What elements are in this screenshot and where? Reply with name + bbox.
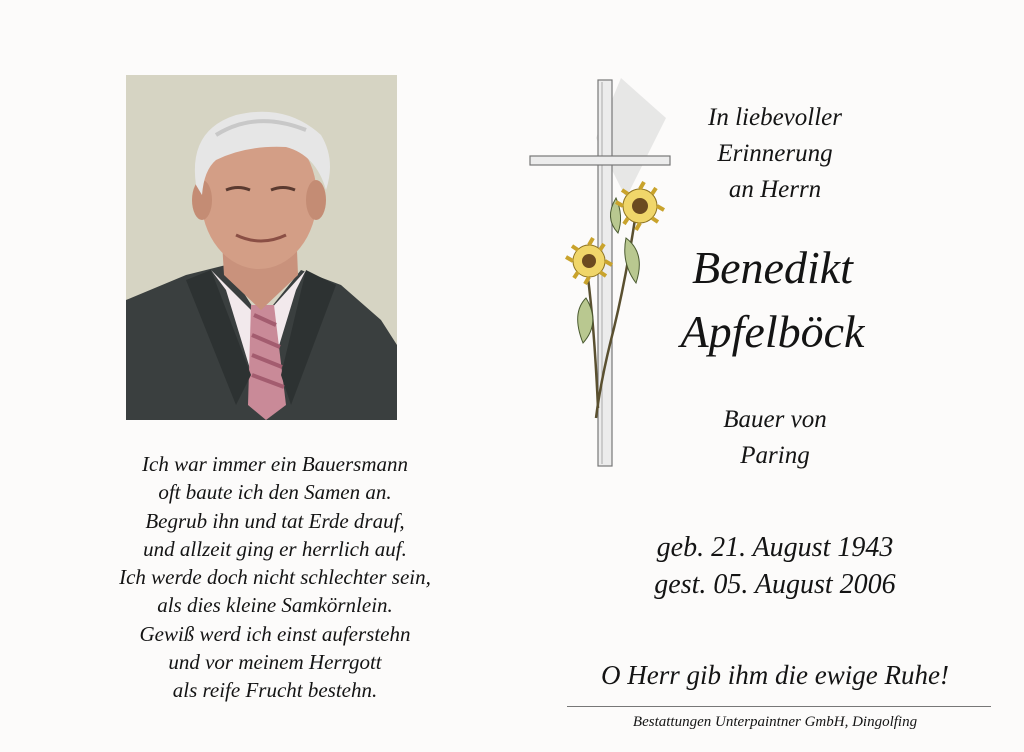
- poem-line: als dies kleine Samkörnlein.: [157, 593, 393, 618]
- portrait-photo: [126, 75, 397, 420]
- occupation-line: Paring: [740, 442, 810, 469]
- divider: [567, 706, 991, 707]
- death-date: gest. 05. August 2006: [654, 569, 896, 600]
- poem-line: als reife Frucht bestehn.: [172, 678, 378, 703]
- intro-line: an Herrn: [728, 176, 822, 203]
- occupation-line: Bauer von: [723, 406, 827, 433]
- poem-line: Ich werde doch nicht schlechter sein,: [119, 565, 431, 590]
- deceased-last-name: Apfelböck: [680, 306, 865, 357]
- poem-line: Ich war immer ein Bauersmann: [142, 452, 408, 476]
- intro-line: In liebevoller: [708, 104, 842, 131]
- funeral-home-footer: Bestattungen Unterpaintner GmbH, Dingolfing: [632, 714, 918, 730]
- intro-line: Erinnerung: [717, 140, 833, 167]
- poem-line: und vor meinem Herrgott: [168, 650, 382, 675]
- intro-text: [655, 100, 895, 208]
- birth-date: geb. 21. August 1943: [656, 532, 894, 563]
- prayer-line: O Herr gib ihm die ewige Ruhe!: [601, 660, 949, 690]
- poem-line: Gewiß werd ich einst auferstehn: [139, 621, 411, 646]
- occupation: [655, 402, 895, 474]
- poem: [40, 450, 510, 705]
- life-dates: [600, 529, 950, 603]
- poem-line: und allzeit ging er herrlich auf.: [143, 536, 407, 561]
- poem-line: oft baute ich den Samen an.: [158, 480, 392, 505]
- deceased-first-name: Benedikt: [692, 242, 853, 293]
- poem-line: Begrub ihn und tat Erde drauf,: [145, 508, 405, 533]
